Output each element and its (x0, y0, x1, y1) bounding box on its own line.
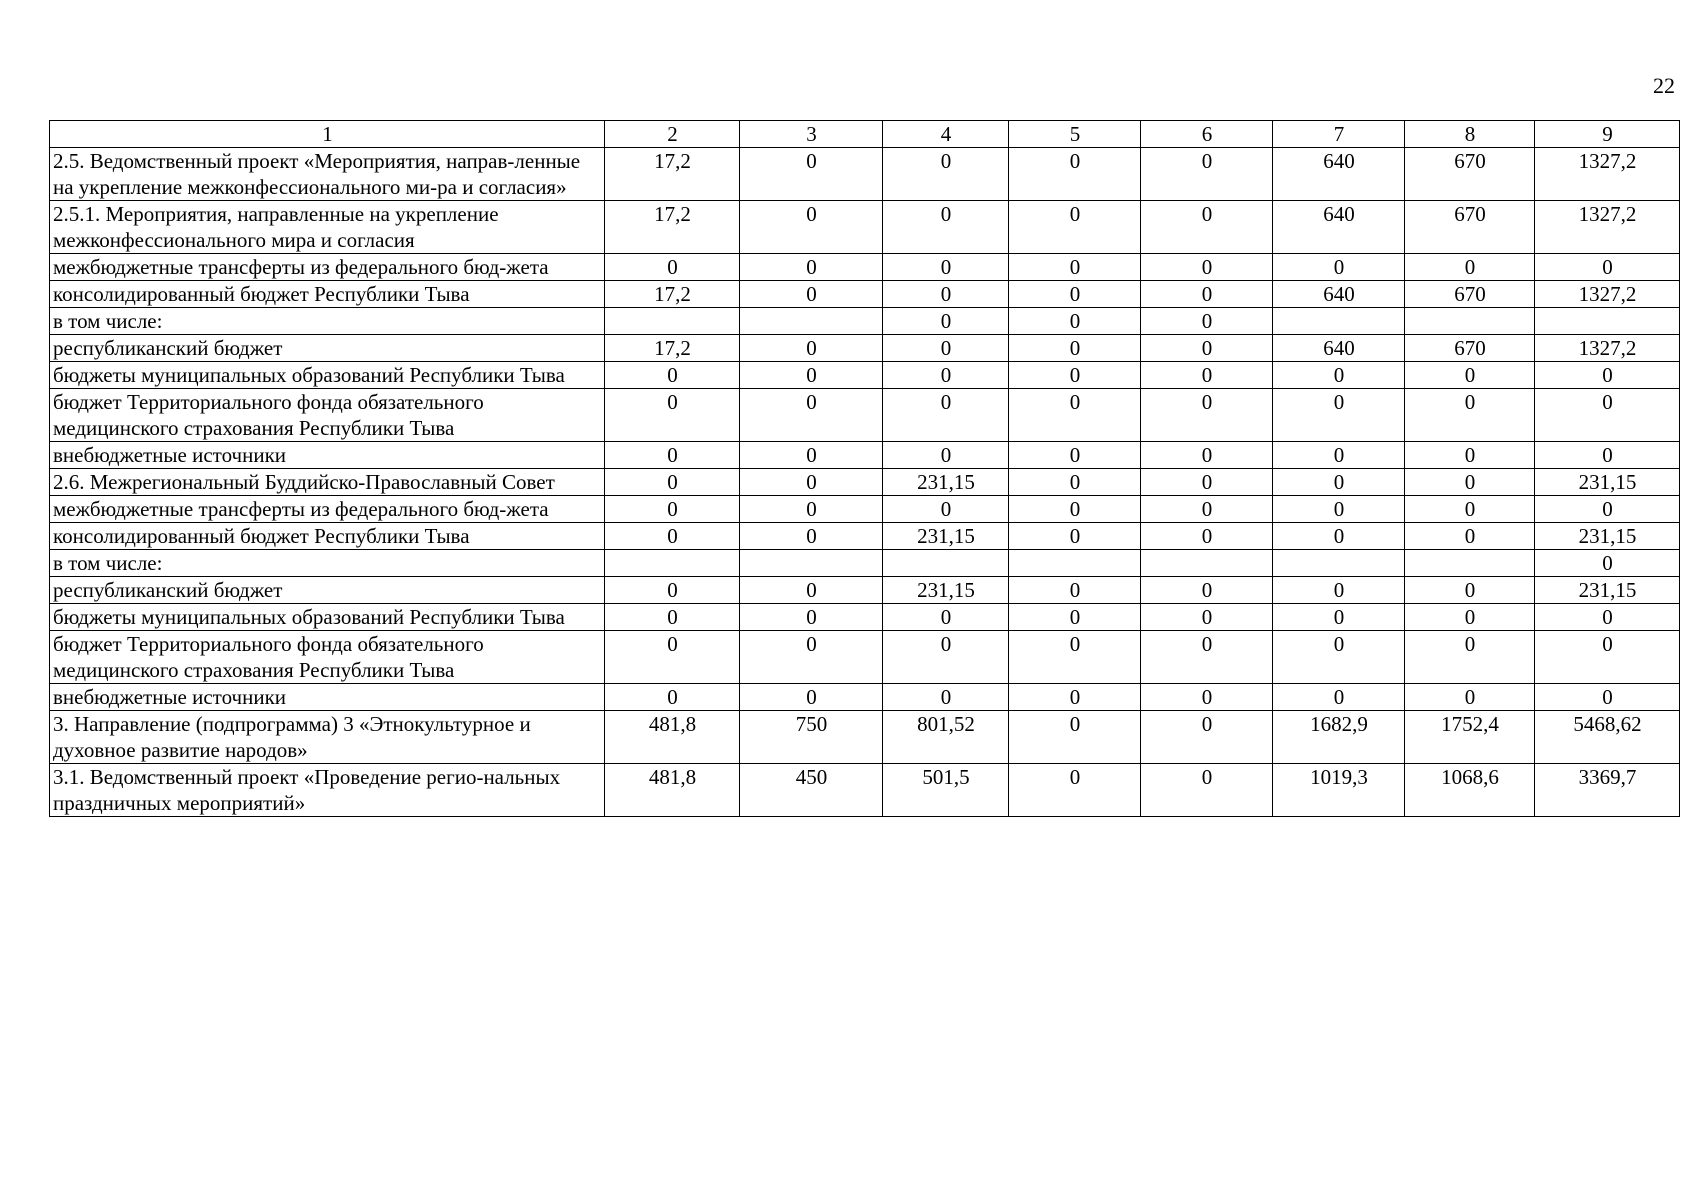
table-row (50, 550, 1680, 577)
value-cell: 0 (1009, 442, 1141, 469)
value-cell: 0 (1009, 308, 1141, 335)
value-cell: 0 (1273, 362, 1405, 389)
table-row (50, 254, 1680, 281)
value-cell: 0 (740, 496, 883, 523)
row-label: 3. Направление (подпрограмма) 3 «Этнокультурное и духовное развитие народов» (50, 711, 605, 764)
value-cell: 231,15 (1535, 577, 1680, 604)
value-cell: 231,15 (883, 577, 1009, 604)
table-row (50, 684, 1680, 711)
row-label: 2.5.1. Мероприятия, направленные на укрепление межконфессионального мира и согласия (50, 201, 605, 254)
row-label: в том числе: (50, 550, 605, 577)
value-cell: 0 (1273, 442, 1405, 469)
row-label: бюджет Территориального фонда обязательного медицинского страхования Республики Тыва (50, 631, 605, 684)
value-cell: 0 (1141, 362, 1273, 389)
value-cell: 481,8 (605, 764, 740, 817)
value-cell: 0 (1141, 442, 1273, 469)
value-cell: 1068,6 (1405, 764, 1535, 817)
value-cell: 0 (1273, 684, 1405, 711)
header-cell: 2 (605, 121, 740, 148)
value-cell: 0 (1535, 604, 1680, 631)
table-row (50, 469, 1680, 496)
value-cell: 0 (605, 577, 740, 604)
table-row (50, 631, 1680, 684)
row-label: бюджет Территориального фонда обязательного медицинского страхования Республики Тыва (50, 389, 605, 442)
value-cell (1273, 550, 1405, 577)
value-cell: 0 (1141, 764, 1273, 817)
value-cell: 0 (1009, 254, 1141, 281)
value-cell (883, 550, 1009, 577)
value-cell (740, 308, 883, 335)
row-label: консолидированный бюджет Республики Тыва (50, 523, 605, 550)
value-cell: 0 (1009, 281, 1141, 308)
value-cell: 0 (1273, 577, 1405, 604)
row-label: 2.6. Межрегиональный Буддийско-Православный Совет (50, 469, 605, 496)
row-label: 2.5. Ведомственный проект «Мероприятия, направ-ленные на укрепление межконфессионального ми-ра и согласия» (50, 148, 605, 201)
value-cell: 0 (740, 254, 883, 281)
value-cell: 0 (1009, 764, 1141, 817)
value-cell: 231,15 (1535, 469, 1680, 496)
table-row (50, 362, 1680, 389)
table-row (50, 201, 1680, 254)
value-cell: 670 (1405, 281, 1535, 308)
value-cell (1535, 308, 1680, 335)
value-cell: 17,2 (605, 281, 740, 308)
page-number: 22 (1653, 73, 1675, 98)
budget-table (49, 120, 1680, 817)
value-cell: 0 (1141, 711, 1273, 764)
value-cell: 0 (1009, 523, 1141, 550)
value-cell: 0 (605, 631, 740, 684)
value-cell: 0 (883, 389, 1009, 442)
header-cell: 5 (1009, 121, 1141, 148)
table-row (50, 523, 1680, 550)
value-cell: 0 (605, 523, 740, 550)
value-cell: 0 (1535, 389, 1680, 442)
value-cell: 0 (883, 496, 1009, 523)
value-cell: 481,8 (605, 711, 740, 764)
value-cell: 0 (740, 389, 883, 442)
value-cell: 0 (1273, 523, 1405, 550)
value-cell (1273, 308, 1405, 335)
value-cell: 0 (740, 148, 883, 201)
value-cell: 0 (883, 308, 1009, 335)
value-cell: 1327,2 (1535, 201, 1680, 254)
value-cell: 0 (883, 362, 1009, 389)
header-cell: 6 (1141, 121, 1273, 148)
value-cell: 3369,7 (1535, 764, 1680, 817)
row-label: консолидированный бюджет Республики Тыва (50, 281, 605, 308)
value-cell (605, 550, 740, 577)
value-cell: 0 (1405, 631, 1535, 684)
value-cell: 0 (883, 281, 1009, 308)
value-cell: 0 (605, 389, 740, 442)
value-cell: 0 (1141, 631, 1273, 684)
value-cell: 17,2 (605, 148, 740, 201)
value-cell: 0 (1009, 469, 1141, 496)
value-cell: 0 (883, 335, 1009, 362)
row-label: межбюджетные трансферты из федерального бюд-жета (50, 496, 605, 523)
value-cell: 0 (1273, 389, 1405, 442)
table-row (50, 308, 1680, 335)
value-cell: 0 (740, 281, 883, 308)
value-cell: 0 (1009, 577, 1141, 604)
value-cell: 0 (1405, 442, 1535, 469)
value-cell: 0 (605, 684, 740, 711)
value-cell: 5468,62 (1535, 711, 1680, 764)
value-cell: 0 (883, 201, 1009, 254)
value-cell: 231,15 (883, 469, 1009, 496)
value-cell: 0 (1141, 281, 1273, 308)
value-cell: 0 (740, 684, 883, 711)
value-cell: 0 (1405, 469, 1535, 496)
table-row (50, 442, 1680, 469)
value-cell (1009, 550, 1141, 577)
value-cell: 1327,2 (1535, 281, 1680, 308)
table-body (50, 121, 1680, 817)
value-cell: 1682,9 (1273, 711, 1405, 764)
value-cell: 0 (1273, 254, 1405, 281)
table-row (50, 577, 1680, 604)
value-cell: 0 (605, 362, 740, 389)
value-cell: 0 (1535, 362, 1680, 389)
value-cell: 0 (740, 362, 883, 389)
table-row (50, 148, 1680, 201)
table-row (50, 335, 1680, 362)
value-cell: 1327,2 (1535, 335, 1680, 362)
value-cell: 231,15 (883, 523, 1009, 550)
value-cell (1405, 550, 1535, 577)
table-row (50, 604, 1680, 631)
value-cell: 0 (1535, 684, 1680, 711)
value-cell: 0 (740, 201, 883, 254)
value-cell: 0 (740, 577, 883, 604)
value-cell: 501,5 (883, 764, 1009, 817)
value-cell: 0 (883, 442, 1009, 469)
value-cell: 801,52 (883, 711, 1009, 764)
header-cell: 9 (1535, 121, 1680, 148)
header-cell: 8 (1405, 121, 1535, 148)
value-cell: 670 (1405, 335, 1535, 362)
value-cell: 0 (605, 442, 740, 469)
value-cell: 0 (1141, 308, 1273, 335)
value-cell: 0 (1535, 550, 1680, 577)
header-cell: 4 (883, 121, 1009, 148)
value-cell: 0 (1405, 254, 1535, 281)
value-cell: 640 (1273, 201, 1405, 254)
header-cell: 3 (740, 121, 883, 148)
table-row (50, 281, 1680, 308)
value-cell: 750 (740, 711, 883, 764)
value-cell: 0 (740, 604, 883, 631)
row-label: 3.1. Ведомственный проект «Проведение регио-нальных праздничных мероприятий» (50, 764, 605, 817)
value-cell: 0 (1141, 577, 1273, 604)
value-cell: 0 (1009, 148, 1141, 201)
row-label: республиканский бюджет (50, 335, 605, 362)
row-label: внебюджетные источники (50, 684, 605, 711)
value-cell: 1327,2 (1535, 148, 1680, 201)
value-cell: 0 (740, 442, 883, 469)
value-cell: 0 (883, 254, 1009, 281)
value-cell (740, 550, 883, 577)
value-cell: 17,2 (605, 335, 740, 362)
value-cell: 0 (1141, 148, 1273, 201)
row-label: бюджеты муниципальных образований Республики Тыва (50, 604, 605, 631)
value-cell: 1019,3 (1273, 764, 1405, 817)
value-cell: 640 (1273, 148, 1405, 201)
value-cell: 0 (1273, 496, 1405, 523)
value-cell: 0 (1141, 201, 1273, 254)
value-cell: 0 (1141, 496, 1273, 523)
table-row (50, 764, 1680, 817)
value-cell: 0 (1141, 684, 1273, 711)
value-cell: 0 (1273, 604, 1405, 631)
value-cell: 231,15 (1535, 523, 1680, 550)
value-cell: 0 (1273, 631, 1405, 684)
value-cell: 670 (1405, 148, 1535, 201)
value-cell: 0 (883, 684, 1009, 711)
value-cell: 0 (883, 631, 1009, 684)
value-cell: 0 (605, 496, 740, 523)
value-cell: 0 (1405, 496, 1535, 523)
value-cell: 0 (1405, 684, 1535, 711)
value-cell: 0 (1009, 496, 1141, 523)
value-cell: 0 (1405, 362, 1535, 389)
value-cell: 640 (1273, 281, 1405, 308)
value-cell: 0 (1535, 631, 1680, 684)
value-cell: 0 (740, 631, 883, 684)
value-cell: 0 (1009, 604, 1141, 631)
value-cell: 0 (605, 604, 740, 631)
value-cell: 0 (1405, 523, 1535, 550)
row-label: бюджеты муниципальных образований Республики Тыва (50, 362, 605, 389)
value-cell: 450 (740, 764, 883, 817)
header-cell: 1 (50, 121, 605, 148)
row-label: в том числе: (50, 308, 605, 335)
value-cell: 1752,4 (1405, 711, 1535, 764)
value-cell: 0 (1009, 684, 1141, 711)
header-cell: 7 (1273, 121, 1405, 148)
value-cell: 0 (1535, 442, 1680, 469)
table-row (50, 389, 1680, 442)
value-cell (1141, 550, 1273, 577)
value-cell: 0 (1009, 362, 1141, 389)
value-cell: 0 (883, 148, 1009, 201)
value-cell: 0 (1009, 389, 1141, 442)
value-cell: 0 (1535, 496, 1680, 523)
row-label: республиканский бюджет (50, 577, 605, 604)
value-cell: 640 (1273, 335, 1405, 362)
value-cell: 0 (1009, 711, 1141, 764)
value-cell: 0 (1141, 604, 1273, 631)
value-cell: 0 (1535, 254, 1680, 281)
value-cell: 0 (1141, 469, 1273, 496)
row-label: межбюджетные трансферты из федерального бюд-жета (50, 254, 605, 281)
value-cell: 0 (740, 469, 883, 496)
value-cell: 0 (1405, 577, 1535, 604)
value-cell: 0 (1141, 254, 1273, 281)
value-cell: 0 (605, 469, 740, 496)
value-cell: 0 (1141, 389, 1273, 442)
value-cell (1405, 308, 1535, 335)
value-cell: 0 (1405, 389, 1535, 442)
value-cell: 0 (1009, 335, 1141, 362)
table-row (50, 496, 1680, 523)
value-cell: 0 (1273, 469, 1405, 496)
table-row (50, 711, 1680, 764)
value-cell: 0 (1141, 523, 1273, 550)
value-cell: 0 (1009, 631, 1141, 684)
value-cell: 670 (1405, 201, 1535, 254)
value-cell: 0 (1141, 335, 1273, 362)
value-cell: 0 (1405, 604, 1535, 631)
value-cell: 0 (883, 604, 1009, 631)
value-cell: 17,2 (605, 201, 740, 254)
value-cell (605, 308, 740, 335)
value-cell: 0 (740, 523, 883, 550)
table-header-row (50, 121, 1680, 148)
value-cell: 0 (740, 335, 883, 362)
value-cell: 0 (605, 254, 740, 281)
row-label: внебюджетные источники (50, 442, 605, 469)
value-cell: 0 (1009, 201, 1141, 254)
